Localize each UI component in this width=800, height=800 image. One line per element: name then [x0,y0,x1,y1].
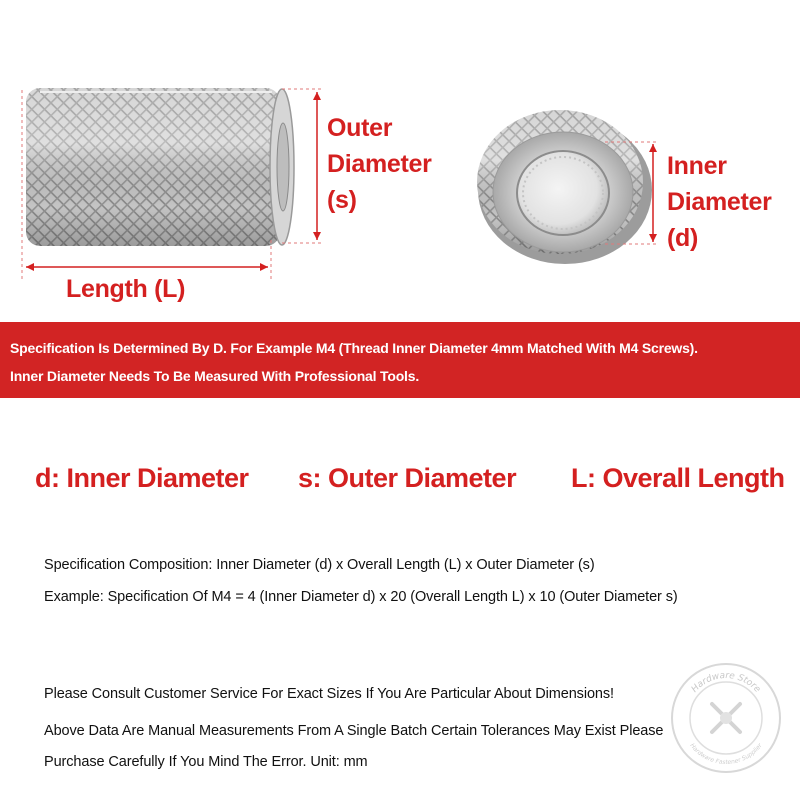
inner-diameter-label [667,148,772,256]
length-arrow [26,263,268,271]
banner-line-1: Specification Is Determined By D. For Example M4 (Thread Inner Diameter 4mm Matched With M4 Screws). [10,340,698,356]
consult-note: Please Consult Customer Service For Exact Sizes If You Are Particular About Dimensions! [44,686,614,702]
outer-diameter-label-line2: Diameter [327,150,432,178]
legend-overall-length: L: Overall Length [571,463,785,493]
inner-diameter-label-line1: Inner [667,152,727,180]
seal-bottom-text: Hardware Fastener Supplier [688,742,764,767]
knurled-cylinder-side [26,88,294,246]
outer-diameter-label-line3: (s) [327,186,357,214]
inner-diameter-label-line3: (d) [667,224,699,252]
knurled-nut-end-view [477,110,652,264]
outer-diameter-label-line1: Outer [327,114,393,142]
specification-banner [0,322,800,398]
legend-inner-diameter: d: Inner Diameter [35,463,249,493]
outer-diameter-arrow [313,92,321,240]
length-label: Length (L) [66,275,186,303]
spec-example-text: Example: Specification Of M4 = 4 (Inner Diameter d) x 20 (Overall Length L) x 10 (Outer Diameter s) [44,589,678,605]
inner-diameter-label-line2: Diameter [667,188,772,216]
banner-line-2: Inner Diameter Needs To Be Measured With Professional Tools. [10,368,420,384]
outer-diameter-label [327,110,432,218]
tolerance-note-line-2: Purchase Carefully If You Mind The Error. Unit: mm [44,754,368,770]
seal-top-text: Hardware Store [689,670,763,695]
tolerance-note-line-1: Above Data Are Manual Measurements From A Single Batch Certain Tolerances May Exist Please [44,723,664,739]
spec-composition-text: Specification Composition: Inner Diameter (d) x Overall Length (L) x Outer Diameter (s) [44,557,595,573]
store-watermark-seal [668,660,784,776]
legend-outer-diameter: s: Outer Diameter [298,463,517,493]
gear-icon [720,712,732,724]
